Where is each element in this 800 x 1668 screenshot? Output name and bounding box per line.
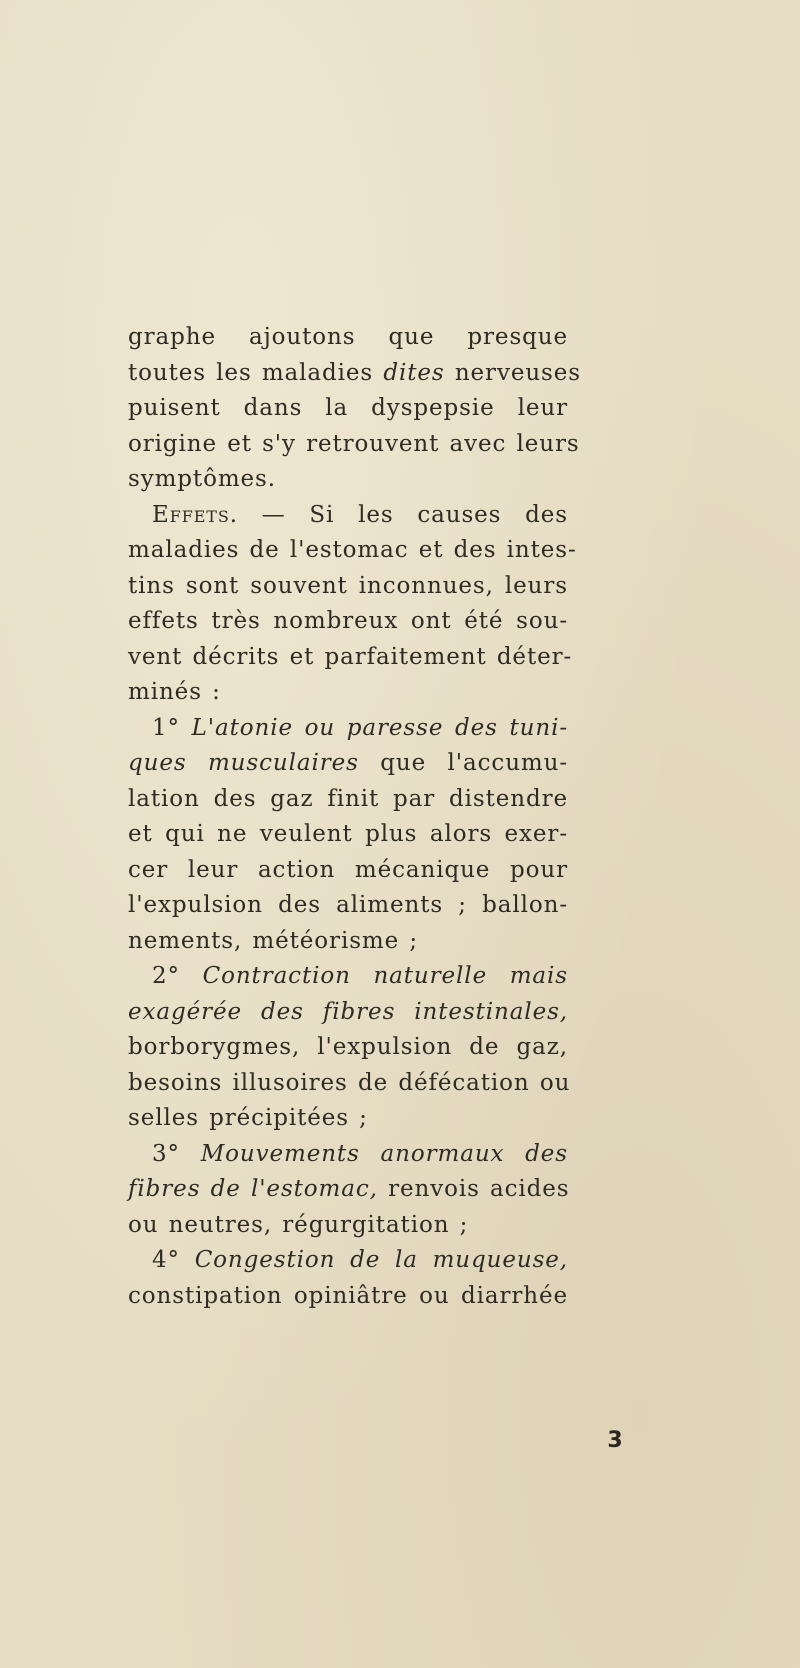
list-item-3: 3° Mouvements anormaux des bbox=[152, 1140, 568, 1167]
text-line: ques musculaires que l'accumu- bbox=[128, 750, 569, 776]
text-line: fibres de l'estomac, renvois acides bbox=[128, 1176, 570, 1202]
text-line: selles précipitées ; bbox=[128, 1105, 368, 1131]
section-heading-line: Effets. — Si les causes des bbox=[152, 501, 568, 528]
text-line: minés : bbox=[128, 679, 221, 705]
text-line: cer leur action mécanique pour bbox=[128, 856, 568, 883]
text-line: toutes les maladies dites nerveuses bbox=[128, 359, 581, 386]
text-line: maladies de l'estomac et des intes- bbox=[128, 537, 577, 563]
text-line: constipation opiniâtre ou diarrhée bbox=[128, 1282, 568, 1309]
text-line: vent décrits et parfaitement déter- bbox=[128, 643, 573, 670]
text-line: besoins illusoires de défécation ou bbox=[128, 1069, 571, 1096]
text-line: borborygmes, l'expulsion de gaz, bbox=[128, 1034, 568, 1060]
text-line: l'expulsion des aliments ; ballon- bbox=[128, 892, 568, 918]
text-line: effets très nombreux ont été sou- bbox=[128, 608, 568, 634]
text-line: graphe ajoutons que presque bbox=[128, 324, 568, 350]
text-line: tins sont souvent inconnues, leurs bbox=[128, 572, 568, 599]
page-number: 3 bbox=[607, 1428, 623, 1453]
text-line: nements, météorisme ; bbox=[128, 927, 418, 954]
list-item-4: 4° Congestion de la muqueuse, bbox=[152, 1247, 568, 1273]
text-line: et qui ne veulent plus alors exer- bbox=[128, 821, 568, 847]
text-line: ou neutres, régurgitation ; bbox=[128, 1211, 469, 1238]
list-item-1: 1° L'atonie ou paresse des tuni- bbox=[152, 714, 568, 741]
list-item-2: 2° Contraction naturelle mais bbox=[152, 963, 568, 989]
section-heading: Effets. bbox=[152, 501, 238, 528]
text-line: exagérée des fibres intestinales, bbox=[128, 998, 568, 1025]
text-line: origine et s'y retrouvent avec leurs bbox=[128, 430, 580, 457]
body-text bbox=[128, 320, 581, 1314]
text-line: symptômes. bbox=[128, 466, 276, 492]
text-line: lation des gaz finit par distendre bbox=[128, 785, 568, 812]
text-line: puisent dans la dyspepsie leur bbox=[128, 395, 568, 421]
